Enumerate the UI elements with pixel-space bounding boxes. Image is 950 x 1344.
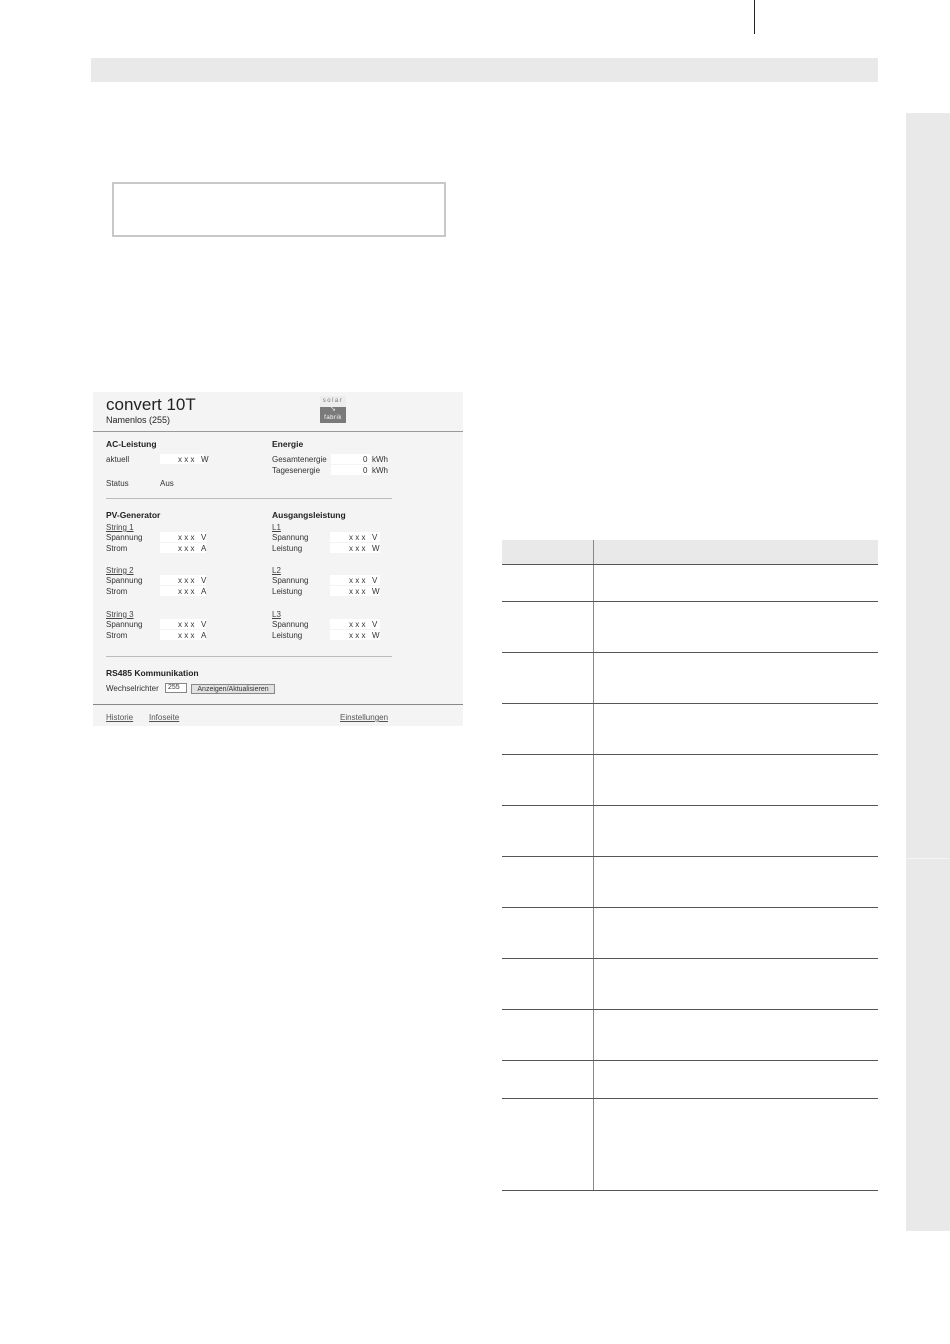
infoseite-link[interactable]: Infoseite	[149, 713, 180, 722]
leistung-unit: W	[372, 631, 380, 640]
status-value: Aus	[160, 479, 174, 488]
table-column-divider	[593, 540, 594, 1191]
string-link[interactable]: String 1	[106, 523, 134, 532]
strom-label: Strom	[106, 587, 128, 596]
spannung-value: x x x	[349, 620, 366, 629]
ac-aktuell-unit: W	[201, 455, 209, 464]
strom-unit: A	[201, 631, 207, 640]
table-row-rule	[502, 564, 878, 565]
strom-unit: A	[201, 587, 207, 596]
table-row-rule	[502, 1098, 878, 1099]
spannung-label: Spannung	[272, 620, 309, 629]
anzeigen-aktualisieren-button[interactable]: Anzeigen/Aktualisieren	[191, 684, 275, 694]
string-link[interactable]: String 2	[106, 566, 134, 575]
pv-heading: PV-Generator	[106, 510, 161, 520]
side-thumb-tab	[906, 113, 950, 1231]
einstellungen-link[interactable]: Einstellungen	[340, 713, 389, 722]
spannung-value: x x x	[178, 533, 195, 542]
table-row-rule	[502, 907, 878, 908]
wechselrichter-input[interactable]	[165, 683, 187, 693]
leistung-label: Leistung	[272, 587, 303, 596]
strom-value: x x x	[178, 631, 195, 640]
leistung-unit: W	[372, 544, 380, 553]
spannung-unit: V	[201, 576, 207, 585]
table-row-rule	[502, 1009, 878, 1010]
historie-link[interactable]: Historie	[106, 713, 134, 722]
spannung-label: Spannung	[106, 576, 143, 585]
tages-unit: kWh	[372, 466, 388, 475]
tages-label: Tagesenergie	[272, 466, 321, 475]
table-row-rule	[502, 703, 878, 704]
phase-link[interactable]: L1	[272, 523, 281, 532]
leistung-unit: W	[372, 587, 380, 596]
spannung-value: x x x	[349, 576, 366, 585]
spannung-label: Spannung	[106, 620, 143, 629]
tages-value: 0	[363, 466, 368, 475]
leistung-label: Leistung	[272, 544, 303, 553]
header-band	[91, 58, 878, 82]
strom-unit: A	[201, 544, 207, 553]
leistung-label: Leistung	[272, 631, 303, 640]
table-row-rule	[502, 856, 878, 857]
status-label: Status	[106, 479, 129, 488]
wechselrichter-label: Wechselrichter	[106, 684, 159, 693]
device-title: convert 10T	[106, 395, 196, 414]
section-divider	[106, 498, 392, 499]
spannung-label: Spannung	[272, 533, 309, 542]
spannung-label: Spannung	[272, 576, 309, 585]
gesamt-label: Gesamtenergie	[272, 455, 327, 464]
leistung-value: x x x	[349, 587, 366, 596]
spannung-label: Spannung	[106, 533, 143, 542]
ac-aktuell-value: x x x	[178, 455, 195, 464]
crop-mark	[754, 0, 755, 34]
side-tab-divider	[906, 858, 950, 859]
string-link[interactable]: String 3	[106, 610, 134, 619]
inverter-web-ui	[93, 392, 463, 726]
table-row-rule	[502, 601, 878, 602]
section-divider	[106, 656, 392, 657]
solar-fabrik-logo: solar ➘ fabrik	[320, 396, 346, 423]
spannung-unit: V	[201, 620, 207, 629]
strom-label: Strom	[106, 631, 128, 640]
energie-heading: Energie	[272, 439, 304, 449]
strom-value: x x x	[178, 587, 195, 596]
table-row-rule	[502, 1060, 878, 1061]
gesamt-unit: kWh	[372, 455, 388, 464]
spannung-unit: V	[201, 533, 207, 542]
table-row-rule	[502, 805, 878, 806]
device-subtitle: Namenlos (255)	[106, 415, 171, 425]
table-row-rule	[502, 652, 878, 653]
spannung-unit: V	[372, 620, 378, 629]
gesamt-value: 0	[363, 455, 368, 464]
empty-frame-box	[112, 182, 446, 237]
table-row-rule	[502, 754, 878, 755]
ac-heading: AC-Leistung	[106, 439, 157, 449]
ac-aktuell-label: aktuell	[106, 455, 130, 464]
spannung-unit: V	[372, 576, 378, 585]
strom-label: Strom	[106, 544, 128, 553]
strom-value: x x x	[178, 544, 195, 553]
rs485-heading: RS485 Kommunikation	[106, 668, 199, 678]
table-row-rule	[502, 1190, 878, 1191]
spannung-value: x x x	[349, 533, 366, 542]
spannung-value: x x x	[178, 576, 195, 585]
spannung-value: x x x	[178, 620, 195, 629]
table-header	[502, 540, 878, 564]
spannung-unit: V	[372, 533, 378, 542]
phase-link[interactable]: L2	[272, 566, 281, 575]
phase-link[interactable]: L3	[272, 610, 281, 619]
logo-arrow-icon: ➘	[330, 406, 336, 413]
header-divider	[93, 431, 463, 432]
leistung-value: x x x	[349, 631, 366, 640]
ausgang-heading: Ausgangsleistung	[272, 510, 346, 520]
leistung-value: x x x	[349, 544, 366, 553]
footer-divider	[93, 704, 463, 705]
table-row-rule	[502, 958, 878, 959]
